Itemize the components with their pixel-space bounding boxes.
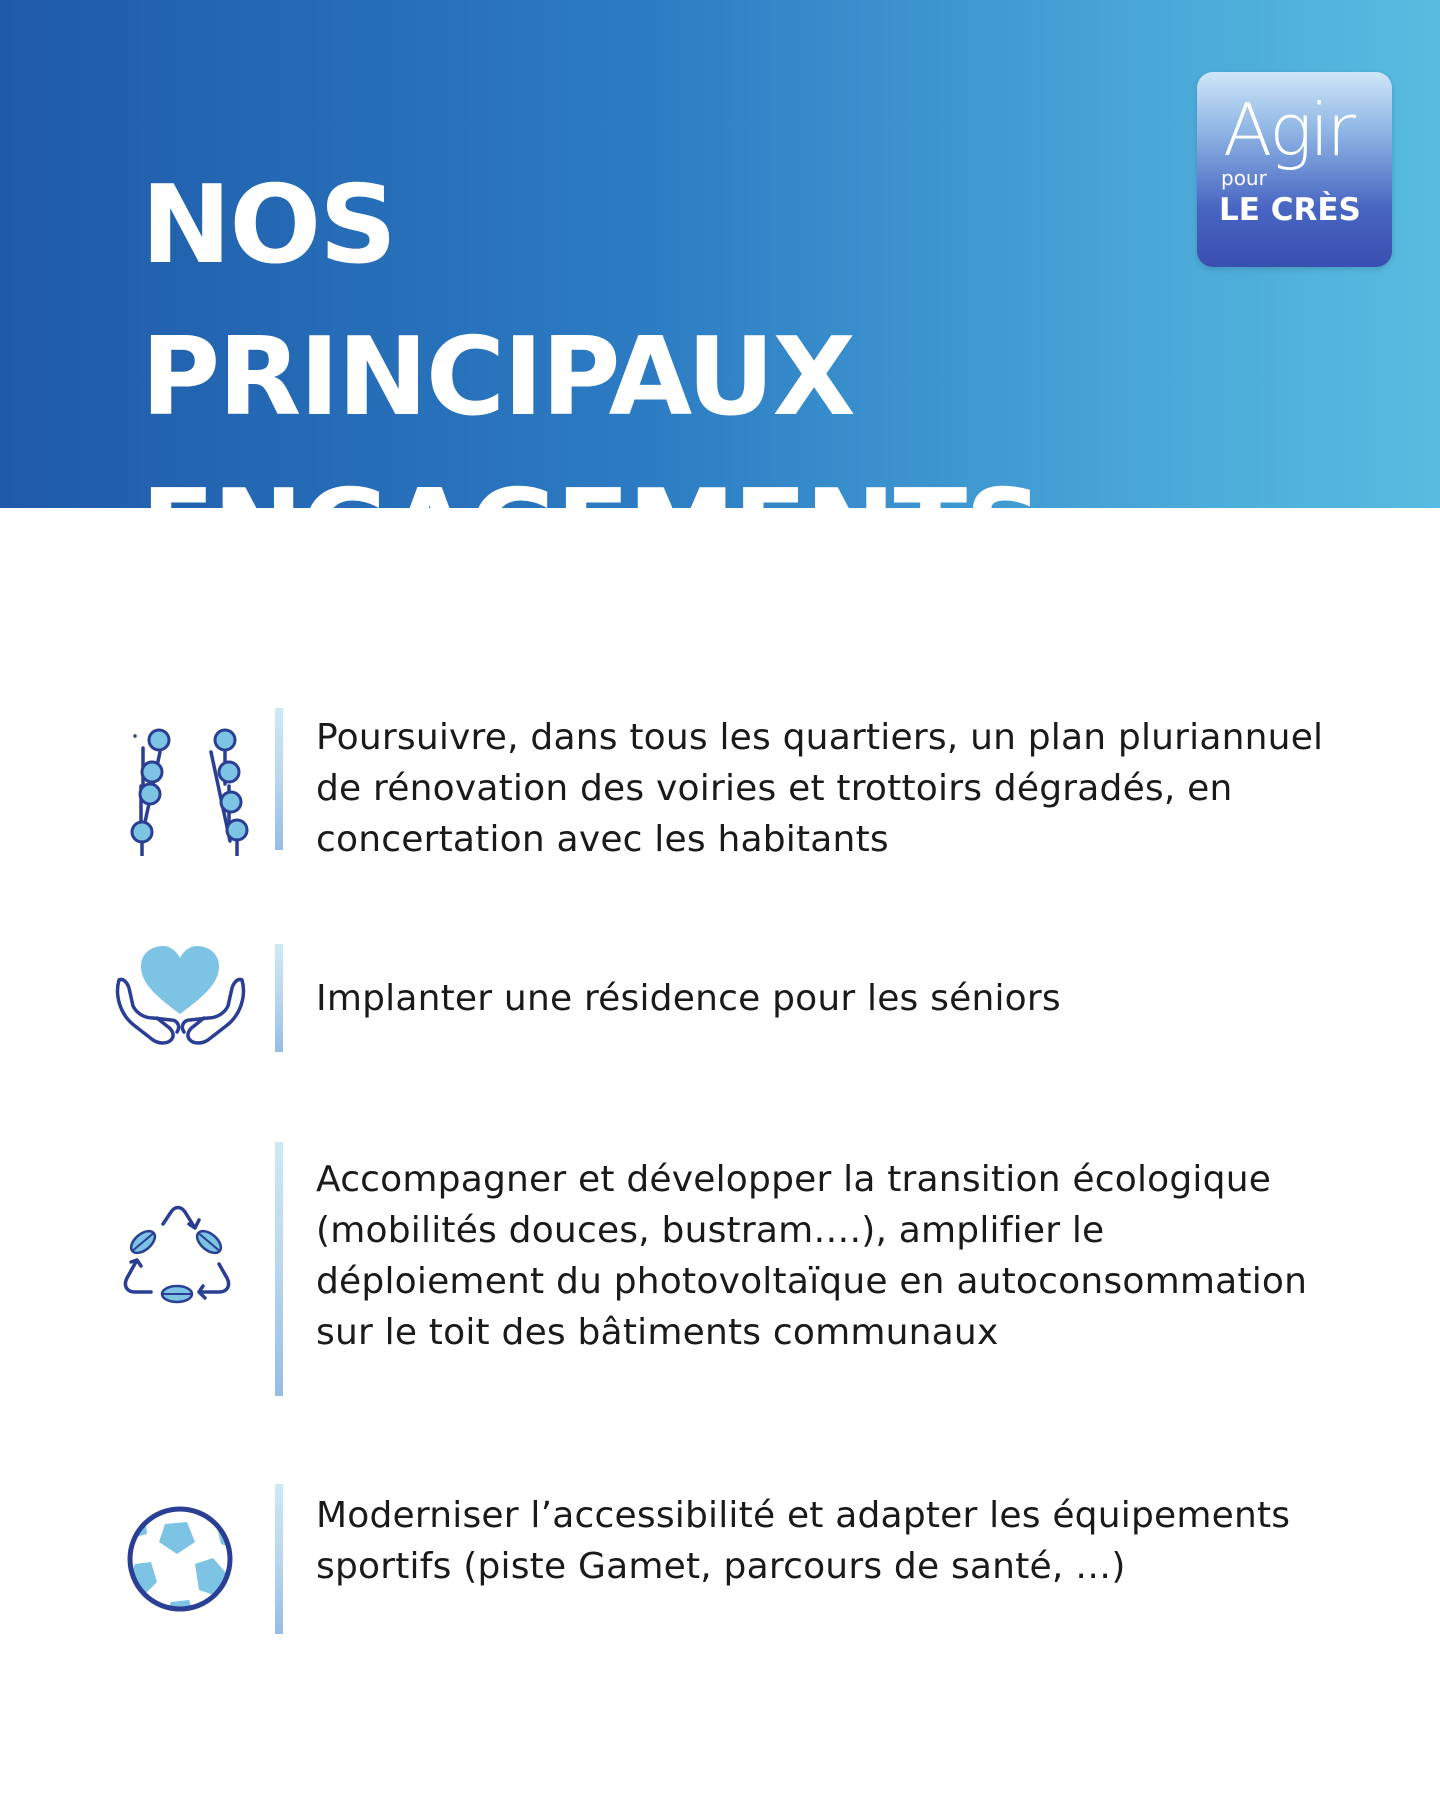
engagement-divider — [275, 1484, 283, 1634]
engagement-text: Moderniser l’accessibilité et adapter les équipements sportifs (piste Gamet, parcours de santé, …) — [316, 1495, 1291, 1587]
engagement-divider — [275, 708, 283, 850]
engagement-divider — [275, 944, 283, 1052]
recycle-leaves-icon — [123, 1202, 233, 1307]
engagement-text: Accompagner et développer la transition écologique (mobilités douces, bustram….), amplifier le déploiement du photovoltaïque en autoconsommation sur le toit des bâtiments communaux — [316, 1159, 1308, 1353]
engagement-item-sports — [0, 1484, 1440, 1634]
logo-pour-text: pour — [1221, 166, 1267, 190]
header-banner — [0, 0, 1440, 592]
page-title-line-1: NOS PRINCIPAUX — [141, 163, 854, 440]
heart-hands-icon — [113, 944, 248, 1049]
engagement-text: Implanter une résidence pour les séniors — [316, 978, 1061, 1019]
engagement-divider — [275, 1142, 283, 1396]
agir-pour-le-cres-logo — [1197, 72, 1392, 267]
engagement-item-roads — [0, 708, 1440, 858]
logo-city-text: LE CRÈS — [1219, 192, 1361, 228]
street-lights-icon — [125, 726, 255, 856]
engagement-item-seniors — [0, 944, 1440, 1054]
page-title — [141, 150, 1141, 606]
logo-agir-text: Agir — [1223, 88, 1354, 172]
engagement-text: Poursuivre, dans tous les quartiers, un plan pluriannuel de rénovation des voiries et trottoirs dégradés, en concertation avec les habitants — [316, 717, 1324, 860]
page-title-line-2: ENGAGEMENTS — [141, 467, 1041, 592]
engagement-item-ecology — [0, 1142, 1440, 1402]
soccer-ball-icon — [125, 1504, 235, 1614]
